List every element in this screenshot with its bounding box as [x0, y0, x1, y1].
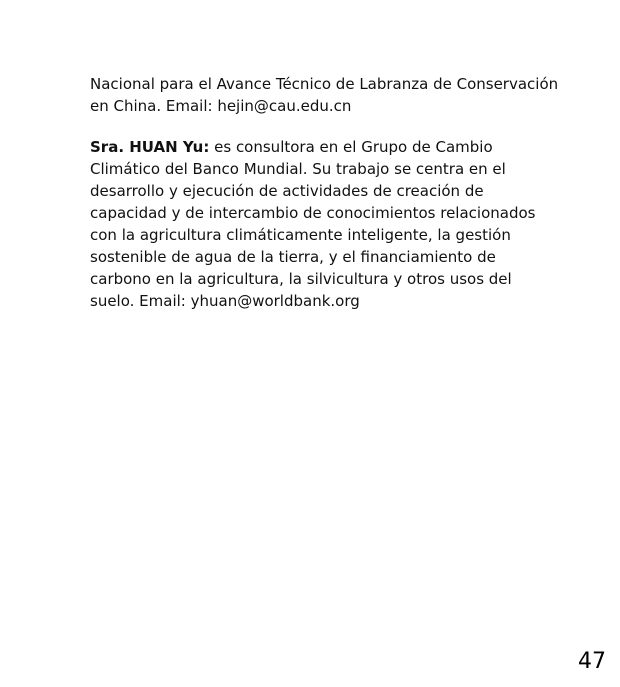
paragraph-text: es consultora en el Grupo de Cambio Climático del Banco Mundial. Su trabajo se centra en el desarrollo y ejecución de actividades de creación de capacidad y de intercambio de conocimientos relacionados con la agricultura climáticamente inteligente, la gestión sostenible de agua de la tierra, y el financiamiento de carbono en la agricultura, la silvicultura y otros usos del suelo. Email: yhuan@worldbank.org [90, 138, 536, 310]
bio-paragraph-huan-yu [90, 136, 560, 312]
paragraph-text: Nacional para el Avance Técnico de Labranza de Conservación en China. Email: hejin@cau.edu.cn [90, 75, 559, 115]
bio-name: Sra. HUAN Yu: [90, 138, 210, 156]
bio-paragraph-continuation [90, 73, 560, 117]
page-number: 47 [578, 649, 606, 674]
